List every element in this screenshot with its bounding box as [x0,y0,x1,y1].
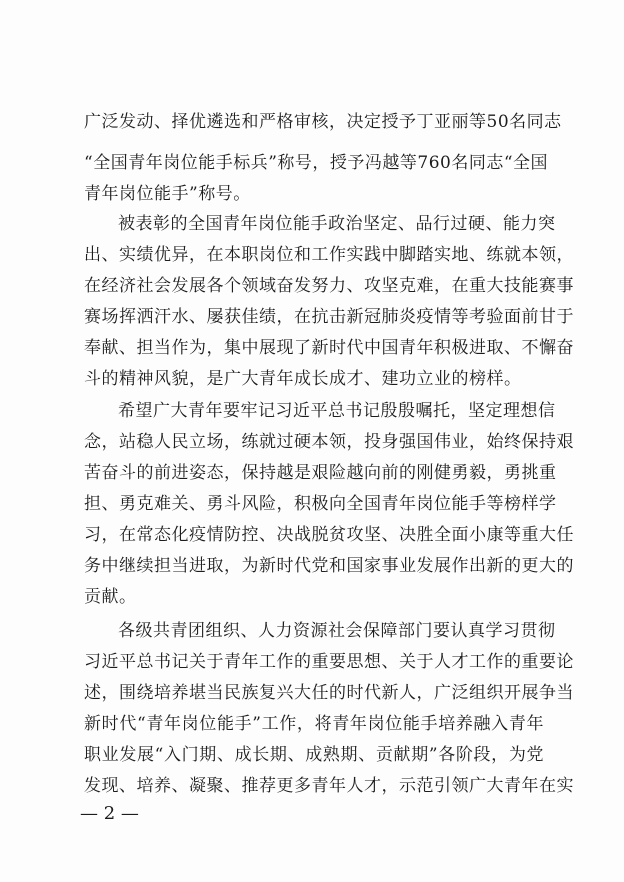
page-number: — 2 — [80,803,139,824]
text-line: “全国青年岗位能手标兵”称号，授予冯越等760名同志“全国 [84,153,549,173]
text-line: 务中继续担当进取，为新时代党和国家事业发展作出新的更大的 [84,556,574,576]
text-line: 青年岗位能手”称号。 [84,184,251,204]
text-line: 在经济社会发展各个领域奋发努力、攻坚克难，在重大技能赛事 [84,276,574,296]
text-line: 发现、培养、凝聚、推荐更多青年人才，示范引领广大青年在实 [84,776,574,796]
text-line: 贡献。 [84,587,137,607]
text-line: 新时代“青年岗位能手”工作，将青年岗位能手培养融入青年 [84,714,544,734]
text-line: 赛场挥洒汗水、屡获佳绩，在抗击新冠肺炎疫情等考验面前甘于 [84,307,574,327]
text-line: 广泛发动、择优遴选和严格审核，决定授予丁亚丽等50名同志 [84,112,562,132]
text-line: 习，在常态化疫情防控、决战脱贫攻坚、决胜全面小康等重大任 [84,525,574,545]
text-line: 苦奋斗的前进姿态，保持越是艰险越向前的刚健勇毅，勇挑重 [84,463,557,483]
text-line: 奉献、担当作为，集中展现了新时代中国青年积极进取、不懈奋 [84,338,574,358]
paragraph-first-line: 被表彰的全国青年岗位能手政治坚定、品行过硬、能力突 [118,214,556,234]
text-line: 出、实绩优异，在本职岗位和工作实践中脚踏实地、练就本领， [84,245,574,265]
paragraph-first-line: 各级共青团组织、人力资源社会保障部门要认真学习贯彻 [118,621,556,641]
text-line: 习近平总书记关于青年工作的重要思想、关于人才工作的重要论 [84,652,574,672]
text-line: 述，围绕培养堪当民族复兴大任的时代新人，广泛组织开展争当 [84,683,574,703]
text-line: 担、勇克难关、勇斗风险，积极向全国青年岗位能手等榜样学 [84,494,557,514]
text-line: 斗的精神风貌，是广大青年成长成才、建功立业的榜样。 [84,369,522,389]
text-line: 念，站稳人民立场，练就过硬本领，投身强国伟业，始终保持艰 [84,432,574,452]
paragraph-first-line: 希望广大青年要牢记习近平总书记殷殷嘱托，坚定理想信 [118,401,556,421]
text-line: 职业发展“入门期、成长期、成熟期、贡献期”各阶段，为党 [84,745,544,765]
